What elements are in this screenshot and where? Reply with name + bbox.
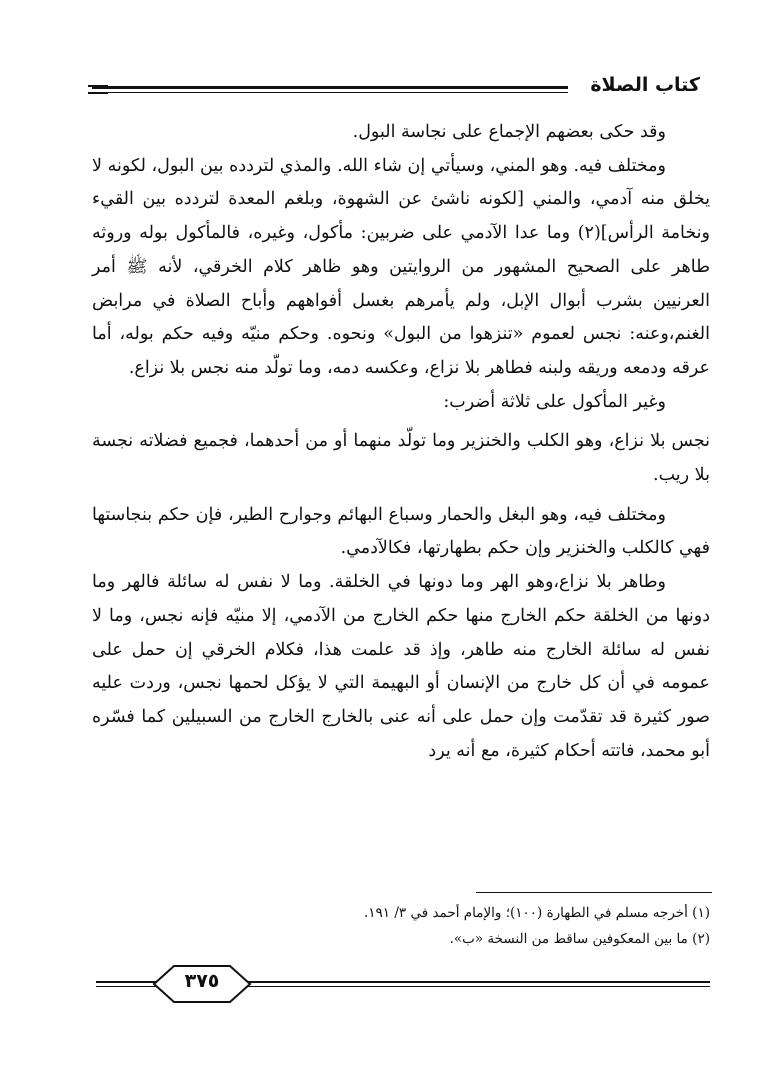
footnotes bbox=[92, 900, 710, 952]
header-rule bbox=[92, 86, 568, 93]
paragraph: ومختلف فيه، وهو البغل والحمار وسباع البهائم وجوارح الطير، فإن حكم بنجاستها فهي كالكلب والخنزير وإن حكم بطهارتها، فكالآدمي. bbox=[92, 504, 710, 559]
ornament-rule-right bbox=[248, 981, 710, 987]
page-number: ٣٧٥ bbox=[184, 970, 220, 992]
footnote-rule bbox=[476, 892, 712, 893]
running-header bbox=[88, 72, 710, 102]
paragraph: ومختلف فيه. وهو المني، وسيأتي إن شاء الله. والمذي لتردده بين البول، لكونه لا يخلق منه آدمي، والمني [لكونه ناشئ عن الشهوة، وبلغم المعدة لتردده بين القيء ونخامة الرأس](٢) وما عدا الآدمي على ضربين: مأكول، وغيره، فالمأكول بوله وروثه طاهر على الصحيح المشهور من الروايتين وهو ظاهر كلام الخرقي، لأنه ﷺ أمر العرنيين بشرب أبوال الإبل، ولم يأمرهم بغسل أفواههم وأباح الصلاة في مرابض الغنم،وعنه: نجس لعموم «تنزهوا من البول» ونحوه. وحكم منيّه وفيه حكم بوله، أما عرقه ودمعه وريقه ولبنه فطاهر بلا نزاع، وعكسه دمه، وما تولّد منه نجس بلا نزاع. bbox=[92, 155, 711, 378]
paragraph: وطاهر بلا نزاع،وهو الهر وما دونها في الخلقة. وما لا نفس له سائلة فالهر وما دونها من الخلقة حكم الخارج منها حكم الخارج من الآدمي، إلا منيّه فإنه نجس، وما لا نفس له سائلة الخارج منه طاهر، وإذ قد علمت هذا، فكلام الخرقي إن حمل على عمومه في أن كل خارج من الإنسان أو البهيمة التي لا يؤكل لحمها نجس، وردت عليه صور كثيرة قد تقدّمت وإن حمل على أنه عنى بالخارج الخارج من السبيلين كما فسّره أبو محمد، فاتته أحكام كثيرة، مع أنه يرد bbox=[92, 572, 710, 761]
page-number-ornament bbox=[96, 964, 710, 1006]
paragraph: وغير المأكول على ثلاثة أضرب: bbox=[443, 391, 666, 412]
paragraph: وقد حكى بعضهم الإجماع على نجاسة البول. bbox=[352, 122, 666, 142]
paragraph: نجس بلا نزاع، وهو الكلب والخنزير وما تولّد منهما أو من أحدهما، فجميع فضلاته نجسة بلا ريب. bbox=[92, 431, 710, 486]
header-title: كتاب الصلاة bbox=[590, 74, 700, 96]
footnote: (١) أخرجه مسلم في الطهارة (١٠٠)؛ والإمام أحمد في ٣/ ١٩١. bbox=[364, 905, 710, 921]
ornament-rule-left bbox=[96, 981, 156, 987]
main-text bbox=[92, 116, 710, 768]
footnote: (٢) ما بين المعكوفين ساقط من النسخة «ب». bbox=[449, 931, 710, 947]
